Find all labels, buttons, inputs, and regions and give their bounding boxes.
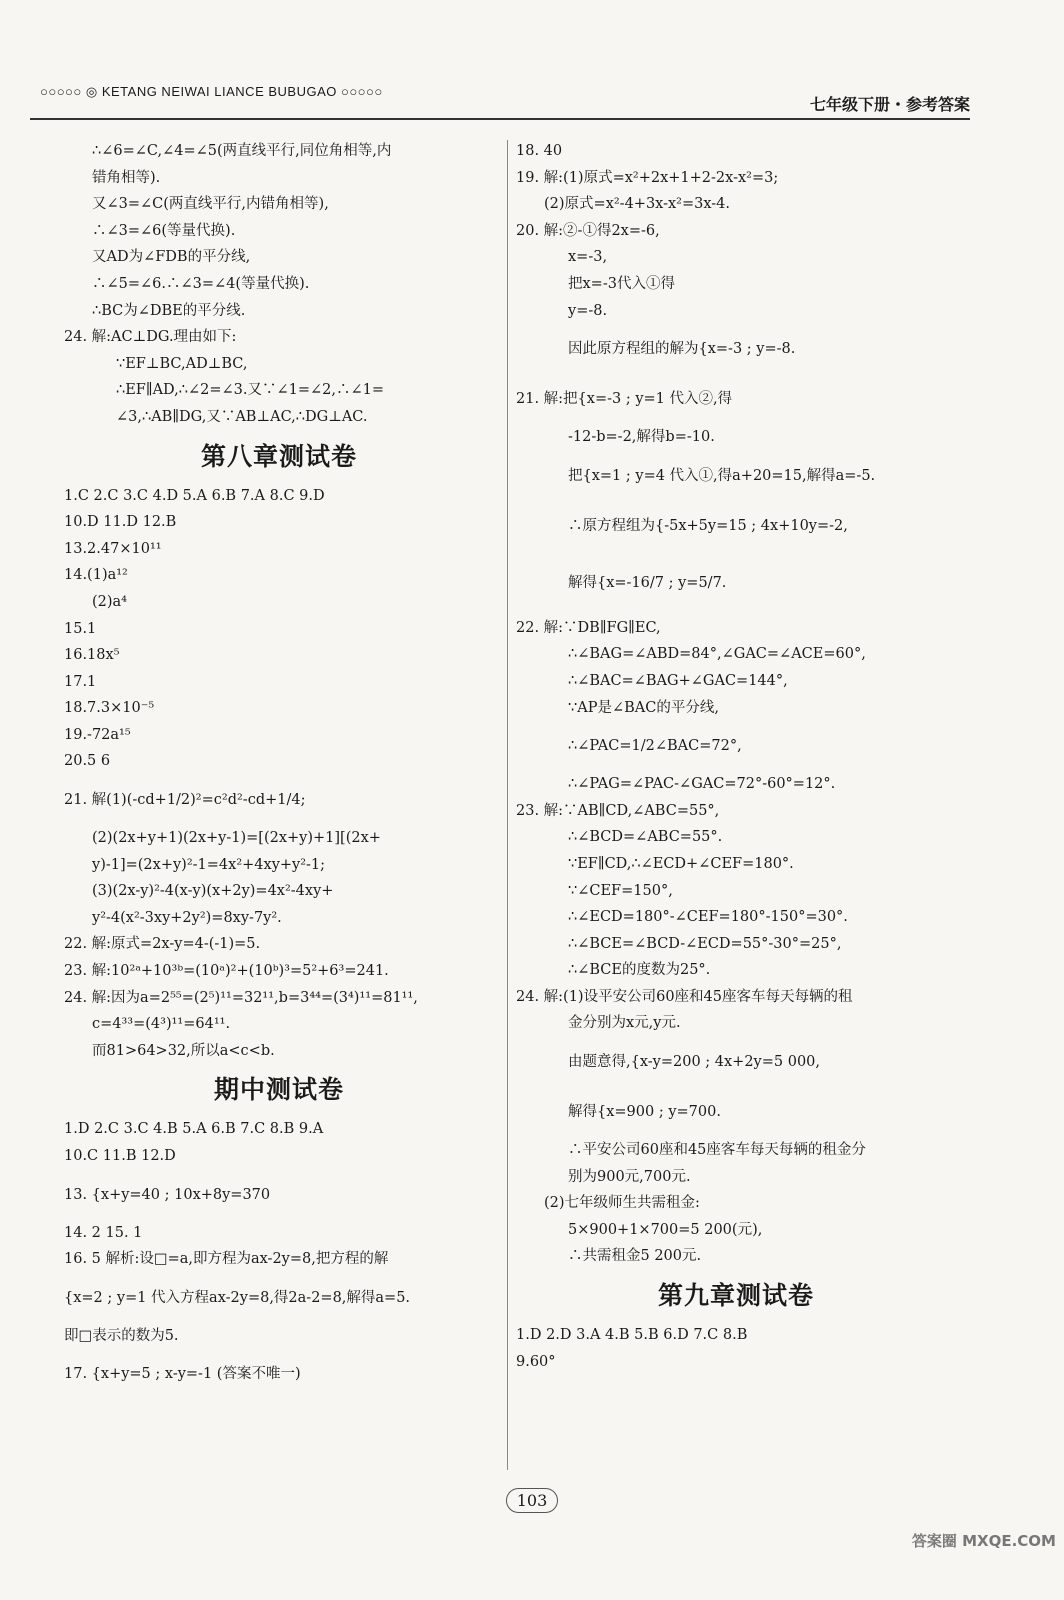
answer-line: 14.(1)a¹² xyxy=(64,567,128,584)
answer-line: 18.7.3×10⁻⁵ xyxy=(64,700,155,717)
answer-line: ∴∠BCE=∠BCD-∠ECD=55°-30°=25°, xyxy=(568,935,842,952)
answer-line: 14. 2 15. 1 xyxy=(64,1224,143,1241)
answer-line: 24. 解:(1)设平安公司60座和45座客车每天每辆的租 xyxy=(516,988,853,1005)
answer-line: ∴共需租金5 200元. xyxy=(568,1248,702,1265)
section-title-midterm: 期中测试卷 xyxy=(213,1075,344,1105)
answer-line: y)-1]=(2x+y)²-1=4x²+4xy+y²-1; xyxy=(92,856,326,873)
answer-line: 解得{x=-16/7 ; y=5/7. xyxy=(568,574,727,591)
section-title-chapter9: 第九章测试卷 xyxy=(657,1281,814,1311)
answer-line: ∴∠PAG=∠PAC-∠GAC=72°-60°=12°. xyxy=(568,776,836,793)
watermark: 答案圈 MXQE.COM xyxy=(911,1532,1056,1550)
answer-line: 22. 解:∵DB∥FG∥EC, xyxy=(516,619,661,636)
answer-line: (2)七年级师生共需租金: xyxy=(544,1195,700,1212)
answer-line: c=4³³=(4³)¹¹=64¹¹. xyxy=(92,1016,231,1033)
answer-line: ∴∠BAC=∠BAG+∠GAC=144°, xyxy=(568,672,788,689)
answer-line: (2)原式=x²-4+3x-x²=3x-4. xyxy=(544,196,731,213)
answer-line: 10.C 11.B 12.D xyxy=(64,1148,176,1164)
answer-line: ∵EF⊥BC,AD⊥BC, xyxy=(116,355,248,372)
left-column xyxy=(64,138,494,1399)
column-divider xyxy=(507,140,508,1470)
page-number: 103 xyxy=(506,1488,559,1513)
answer-line: 别为900元,700元. xyxy=(568,1168,691,1185)
answer-line: y=-8. xyxy=(568,302,608,319)
answer-line: (2)(2x+y+1)(2x+y-1)=[(2x+y)+1][(2x+ xyxy=(92,830,381,847)
section-title-chapter8: 第八章测试卷 xyxy=(200,441,357,471)
answer-line: ∴平安公司60座和45座客车每天每辆的租金分 xyxy=(568,1142,866,1159)
answer-line: 又∠3=∠C(两直线平行,内错角相等), xyxy=(92,196,329,213)
answer-line: ∴∠3=∠6(等量代换). xyxy=(92,222,236,239)
answer-line: ∴BC为∠DBE的平分线. xyxy=(92,302,246,319)
answer-line: x=-3, xyxy=(568,249,608,266)
header-rule xyxy=(30,118,970,120)
answer-line: ∴∠BCD=∠ABC=55°. xyxy=(568,829,723,846)
answer-line: 17. {x+y=5 ; x-y=-1 (答案不唯一) xyxy=(64,1366,301,1383)
answer-line: 13. {x+y=40 ; 10x+8y=370 xyxy=(64,1186,271,1203)
answer-line: ∴∠5=∠6.∴∠3=∠4(等量代换). xyxy=(92,275,310,292)
answer-line: 17.1 xyxy=(64,673,97,690)
answer-line: ∴∠6=∠C,∠4=∠5(两直线平行,同位角相等,内 xyxy=(92,143,392,159)
right-column xyxy=(516,138,956,1375)
answer-line: ∴∠BCE的度数为25°. xyxy=(568,962,711,979)
answer-line: 1.C 2.C 3.C 4.D 5.A 6.B 7.A 8.C 9.D xyxy=(64,487,325,504)
answer-line: ∴原方程组为{-5x+5y=15 ; 4x+10y=-2, xyxy=(568,517,848,534)
answer-line: 由题意得,{x-y=200 ; 4x+2y=5 000, xyxy=(568,1054,821,1071)
answer-line: 20. 解:②-①得2x=-6, xyxy=(516,222,660,239)
answer-line: 错角相等). xyxy=(92,169,161,186)
answer-line: 而81>64>32,所以a<c<b. xyxy=(92,1042,275,1059)
answer-line: 15.1 xyxy=(64,620,97,637)
answer-line: 16.18x⁵ xyxy=(64,647,120,664)
page-header xyxy=(30,78,970,130)
answer-line: 23. 解:∵AB∥CD,∠ABC=55°, xyxy=(516,802,720,819)
answer-line: ∴EF∥AD,∴∠2=∠3.又∵∠1=∠2,∴∠1= xyxy=(116,382,385,399)
page-footer xyxy=(0,1488,1064,1513)
answer-line: 9.60° xyxy=(516,1353,556,1370)
answer-line: (3)(2x-y)²-4(x-y)(x+2y)=4x²-4xy+ xyxy=(92,883,334,900)
answer-line: 22. 解:原式=2x-y=4-(-1)=5. xyxy=(64,936,261,953)
header-series-name: ○○○○○ ◎ KETANG NEIWAI LIANCE BUBUGAO ○○○○○ xyxy=(40,84,383,99)
answer-line: 又AD为∠FDB的平分线, xyxy=(92,249,251,266)
answer-line: 金分别为x元,y元. xyxy=(568,1015,681,1032)
answer-line: 24. 解:因为a=2⁵⁵=(2⁵)¹¹=32¹¹,b=3⁴⁴=(3⁴)¹¹=81¹¹, xyxy=(64,989,418,1006)
answer-line: 解得{x=900 ; y=700. xyxy=(568,1104,721,1121)
answer-line: 13.2.47×10¹¹ xyxy=(64,540,162,557)
answer-line: -12-b=-2,解得b=-10. xyxy=(568,429,715,446)
answer-line: ∴∠PAC=1/2∠BAC=72°, xyxy=(568,738,742,755)
answer-line: 因此原方程组的解为{x=-3 ; y=-8. xyxy=(568,341,796,358)
answer-line: (2)a⁴ xyxy=(92,593,127,610)
answer-line: 18. 40 xyxy=(516,143,563,159)
answer-line: ∵AP是∠BAC的平分线, xyxy=(568,699,719,716)
answer-line: ∵∠CEF=150°, xyxy=(568,882,673,899)
answer-line: ∠3,∴AB∥DG,又∵AB⊥AC,∴DG⊥AC. xyxy=(116,408,368,425)
answer-line: 21. 解(1)(-cd+1/2)²=c²d²-cd+1/4; xyxy=(64,792,306,809)
answer-line: 1.D 2.D 3.A 4.B 5.B 6.D 7.C 8.B xyxy=(516,1327,748,1344)
answer-line: 21. 解:把{x=-3 ; y=1 代入②,得 xyxy=(516,391,733,408)
answer-line: 10.D 11.D 12.B xyxy=(64,514,177,531)
answer-line: 1.D 2.C 3.C 4.B 5.A 6.B 7.C 8.B 9.A xyxy=(64,1121,324,1138)
answer-line: 把{x=1 ; y=4 代入①,得a+20=15,解得a=-5. xyxy=(568,467,876,484)
answer-line: 20.5 6 xyxy=(64,753,111,770)
answer-line: 把x=-3代入①得 xyxy=(568,275,675,292)
answer-line: {x=2 ; y=1 代入方程ax-2y=8,得2a-2=8,解得a=5. xyxy=(64,1289,411,1306)
answer-line: y²-4(x²-3xy+2y²)=8xy-7y². xyxy=(92,909,282,926)
answer-line: 即□表示的数为5. xyxy=(64,1327,179,1344)
header-book-title: 七年级下册・参考答案 xyxy=(809,95,970,114)
answer-line: 19. 解:(1)原式=x²+2x+1+2-2x-x²=3; xyxy=(516,169,779,186)
answer-line: 24. 解:AC⊥DG.理由如下: xyxy=(64,329,237,346)
answer-line: ∵EF∥CD,∴∠ECD+∠CEF=180°. xyxy=(568,855,794,872)
answer-line: 19.-72a¹⁵ xyxy=(64,726,131,743)
answer-line: ∴∠ECD=180°-∠CEF=180°-150°=30°. xyxy=(568,909,848,926)
answer-line: 23. 解:10²ᵃ+10³ᵇ=(10ᵃ)²+(10ᵇ)³=5²+6³=241. xyxy=(64,963,389,980)
answer-line: 5×900+1×700=5 200(元), xyxy=(568,1221,763,1238)
answer-line: ∴∠BAG=∠ABD=84°,∠GAC=∠ACE=60°, xyxy=(568,646,866,663)
answer-line: 16. 5 解析:设□=a,即方程为ax-2y=8,把方程的解 xyxy=(64,1251,389,1268)
